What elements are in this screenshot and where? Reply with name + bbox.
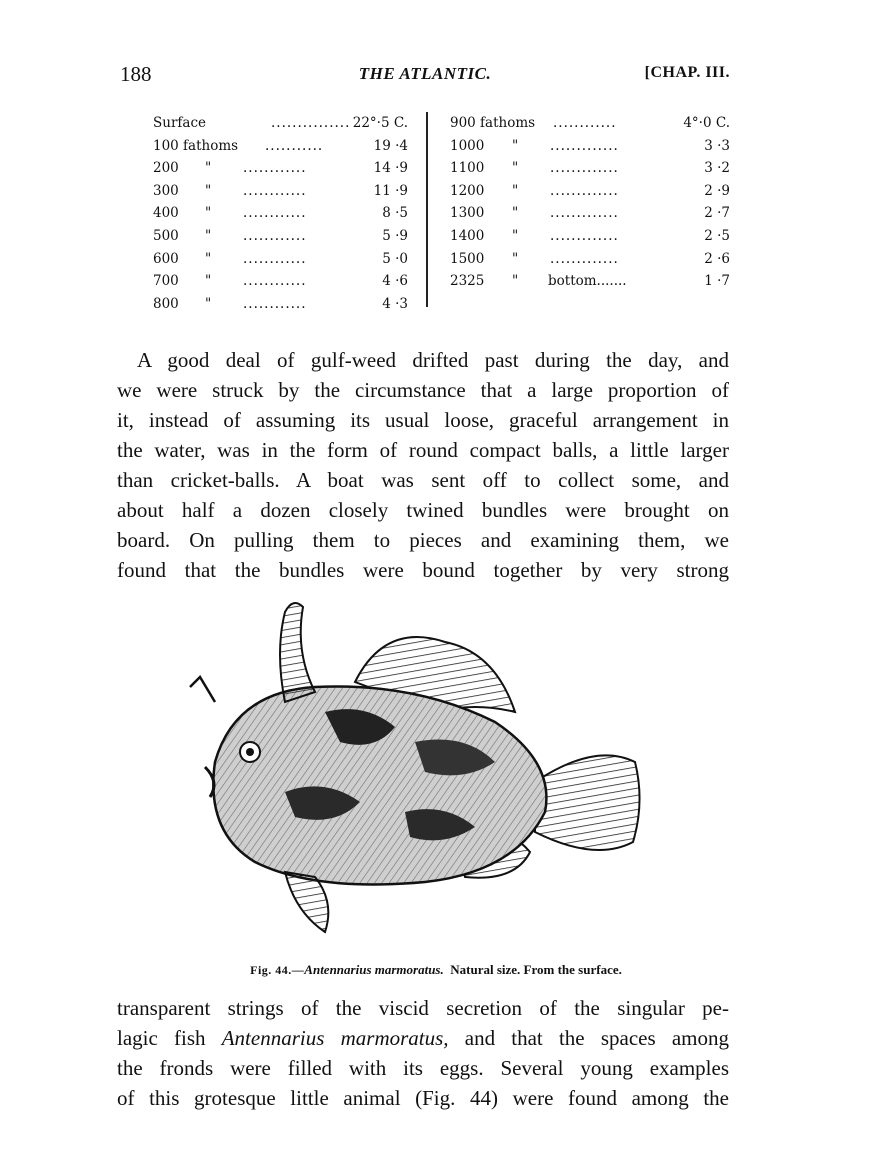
leader-dots: ............. bbox=[550, 227, 619, 244]
temperature-cell: 11 ·9 bbox=[373, 182, 408, 199]
text-line: it, instead of assuming its usual loose, graceful arrangement in bbox=[117, 408, 729, 432]
temperature-cell: 5 ·0 bbox=[382, 250, 408, 267]
ditto-mark: " bbox=[205, 205, 212, 222]
table-row bbox=[450, 180, 730, 203]
leader-dots: ............. bbox=[550, 205, 619, 222]
text-line: of this grotesque little animal (Fig. 44) were found among the bbox=[117, 1086, 729, 1110]
leader-dots: ............ bbox=[553, 115, 617, 131]
depth-cell: 300 bbox=[153, 182, 179, 199]
paragraph-upper bbox=[117, 345, 729, 585]
leader-dots: ............ bbox=[243, 295, 307, 312]
leader-dots: ............. bbox=[550, 182, 619, 199]
table-row bbox=[153, 112, 408, 135]
table-row bbox=[153, 157, 408, 180]
leader-dots: ............... bbox=[271, 115, 351, 131]
column-divider bbox=[426, 112, 428, 307]
leader-dots: ............ bbox=[243, 250, 307, 267]
table-row bbox=[153, 225, 408, 248]
text-fragment: and that the spaces among bbox=[448, 1026, 730, 1050]
text-line: we were struck by the circumstance that a large proportion of bbox=[117, 378, 729, 402]
leader-dots: ............ bbox=[243, 205, 307, 222]
ditto-mark: " bbox=[512, 160, 519, 177]
page-number: 188 bbox=[120, 62, 152, 86]
ditto-mark: " bbox=[205, 227, 212, 244]
table-row bbox=[153, 135, 408, 158]
temperature-cell: 2 ·9 bbox=[704, 182, 730, 199]
figure-number: Fig. 44.— bbox=[250, 963, 305, 977]
ditto-mark: " bbox=[205, 295, 212, 312]
table-row bbox=[450, 248, 730, 271]
leader-dots: ............ bbox=[243, 182, 307, 199]
text-line: board. On pulling them to pieces and examining them, we bbox=[117, 528, 729, 552]
ditto-mark: " bbox=[512, 182, 519, 199]
ditto-mark: " bbox=[512, 137, 519, 154]
leader-dots: ............. bbox=[550, 137, 619, 154]
temperature-cell: 4 ·3 bbox=[382, 295, 408, 312]
table-row bbox=[450, 225, 730, 248]
temperature-cell: 3 ·2 bbox=[704, 160, 730, 177]
leader-dots: ............. bbox=[550, 160, 619, 177]
leader-dots: ........... bbox=[265, 137, 324, 154]
table-right-column bbox=[450, 112, 730, 293]
figure-caption-text: Natural size. From the surface. bbox=[450, 962, 622, 977]
table-row bbox=[450, 270, 730, 293]
temperature-table bbox=[150, 112, 730, 317]
temperature-cell: 1 ·7 bbox=[704, 273, 730, 290]
table-row bbox=[153, 202, 408, 225]
ditto-mark: " bbox=[205, 160, 212, 177]
leader-dots: ............ bbox=[243, 160, 307, 177]
ditto-mark: " bbox=[205, 250, 212, 267]
temperature-cell: 4 ·6 bbox=[382, 273, 408, 290]
text-fragment: lagic fish bbox=[117, 1026, 222, 1050]
table-row bbox=[153, 293, 408, 316]
text-line: the water, was in the form of round compact balls, a little larger bbox=[117, 438, 729, 462]
chapter-reference: [CHAP. III. bbox=[644, 64, 730, 81]
paragraph-lower bbox=[117, 993, 729, 1113]
temperature-cell: 19 ·4 bbox=[373, 137, 408, 154]
depth-cell: 500 bbox=[153, 227, 179, 244]
table-row bbox=[153, 270, 408, 293]
depth-cell: 900 fathoms bbox=[450, 115, 536, 131]
temperature-cell: 3 ·3 bbox=[704, 137, 730, 154]
figure-caption bbox=[0, 962, 872, 978]
running-title: THE ATLANTIC. bbox=[358, 64, 492, 83]
table-row bbox=[450, 135, 730, 158]
depth-cell: 1500 bbox=[450, 250, 485, 267]
ditto-mark: " bbox=[512, 227, 519, 244]
temperature-cell: 8 ·5 bbox=[382, 205, 408, 222]
text-line: than cricket-balls. A boat was sent off to collect some, and bbox=[117, 468, 729, 492]
depth-cell: 600 bbox=[153, 250, 179, 267]
table-row bbox=[450, 202, 730, 225]
leader-dots: ............. bbox=[550, 250, 619, 267]
text-line: the fronds were filled with its eggs. Several young examples bbox=[117, 1056, 729, 1080]
text-line: about half a dozen closely twined bundles were brought on bbox=[117, 498, 729, 522]
leader-dots: ............ bbox=[243, 273, 307, 290]
depth-cell: 800 bbox=[153, 295, 179, 312]
ditto-mark: " bbox=[205, 273, 212, 290]
depth-cell: 700 bbox=[153, 273, 179, 290]
frogfish-drawing bbox=[175, 592, 645, 942]
table-row bbox=[450, 157, 730, 180]
frogfish-illustration bbox=[175, 592, 645, 942]
temperature-cell: 14 ·9 bbox=[373, 160, 408, 177]
ditto-mark: " bbox=[205, 182, 212, 199]
running-header bbox=[120, 62, 730, 92]
text-line: A good deal of gulf-weed drifted past during the day, and bbox=[137, 348, 729, 372]
depth-cell: 1300 bbox=[450, 205, 485, 222]
figure-species-name: Antennarius marmoratus. bbox=[304, 962, 444, 977]
text-line: transparent strings of the viscid secretion of the singular pe- bbox=[117, 996, 729, 1020]
temperature-cell: 2 ·6 bbox=[704, 250, 730, 267]
table-row bbox=[153, 248, 408, 271]
depth-cell: 400 bbox=[153, 205, 179, 222]
table-row bbox=[450, 112, 730, 135]
depth-cell: 100 fathoms bbox=[153, 137, 239, 154]
species-name-italic: Antennarius marmoratus, bbox=[221, 1026, 449, 1050]
temperature-cell: 22°·5 C. bbox=[352, 115, 408, 131]
depth-cell: Surface bbox=[153, 115, 206, 131]
ditto-mark: " bbox=[512, 250, 519, 267]
temperature-cell: 2 ·5 bbox=[704, 227, 730, 244]
depth-cell: 1400 bbox=[450, 227, 485, 244]
text-line: found that the bundles were bound together by very strong bbox=[117, 558, 729, 582]
temperature-cell: 2 ·7 bbox=[704, 205, 730, 222]
ditto-mark: " bbox=[512, 205, 519, 222]
depth-cell: 200 bbox=[153, 160, 179, 177]
depth-cell: 1000 bbox=[450, 137, 485, 154]
leader-dots: ............ bbox=[243, 227, 307, 244]
table-row bbox=[153, 180, 408, 203]
bottom-label: bottom....... bbox=[548, 273, 627, 290]
text-line-with-species bbox=[117, 1023, 729, 1053]
depth-cell: 2325 bbox=[450, 273, 485, 290]
depth-cell: 1100 bbox=[450, 160, 485, 177]
temperature-cell: 4°·0 C. bbox=[683, 115, 730, 131]
table-left-column bbox=[153, 112, 408, 315]
ditto-mark: " bbox=[512, 273, 519, 290]
depth-cell: 1200 bbox=[450, 182, 485, 199]
temperature-cell: 5 ·9 bbox=[382, 227, 408, 244]
